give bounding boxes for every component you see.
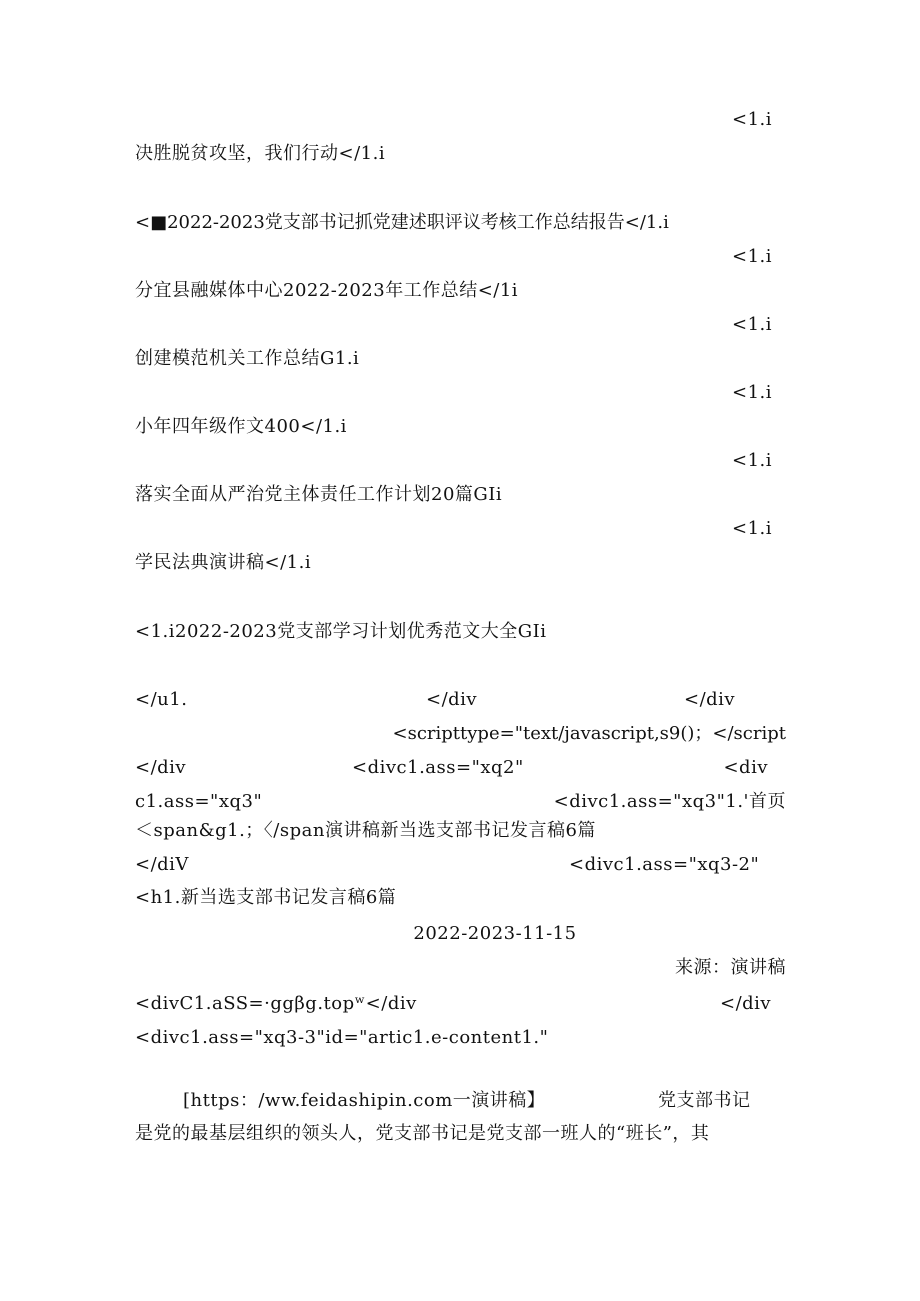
code-fragment: </div — [684, 689, 736, 710]
article-text: 党支部书记 — [658, 1090, 751, 1111]
code-fragment: </diV — [135, 854, 189, 875]
list-item: 决胜脱贫攻坚，我们行动</1.i — [135, 143, 386, 164]
code-fragment: c1.ass="xq3" — [135, 791, 263, 812]
list-item: 学民法典演讲稿</1.i — [135, 552, 312, 573]
code-fragment: <1.i — [731, 450, 772, 471]
article-date: 2022-2023-11-15 — [413, 923, 577, 944]
list-item: 小年四年级作文400</1.i — [135, 416, 347, 437]
code-fragment: <divc1.ass="xq3-3"id="artic1.e-content1." — [135, 1027, 549, 1048]
list-item: <1.i2022-2023党支部学习计划优秀范文大全GIi — [135, 621, 547, 642]
code-fragment: </div — [135, 757, 187, 778]
code-fragment: <1.i — [731, 109, 772, 130]
article-source-link: [https：/ww.feidashipin.com一演讲稿】 — [183, 1090, 546, 1111]
code-fragment: </div — [720, 993, 772, 1014]
article-source: 来源：演讲稿 — [675, 957, 786, 978]
list-item: <■2022-2023党支部书记抓党建述职评议考核工作总结报告</1.i — [135, 212, 669, 233]
code-fragment: <1.i — [731, 246, 772, 267]
code-fragment: <scripttype="text/javascript,s9()；</script — [392, 723, 786, 744]
code-fragment: <divC1.aSS=·ggβg.topʷ</div — [135, 993, 417, 1014]
code-fragment: </div — [426, 689, 478, 710]
list-item: 落实全面从严治党主体责任工作计划20篇GIi — [135, 484, 503, 505]
code-fragment: <1.i — [731, 382, 772, 403]
code-fragment: <divc1.ass="xq2" — [352, 757, 524, 778]
list-item: 创建模范机关工作总结G1.i — [135, 348, 360, 369]
code-fragment: ＜span&g1.；〈/span演讲稿新当选支部书记发言稿6篇 — [135, 820, 596, 841]
code-fragment: <divc1.ass="xq3-2" — [569, 854, 760, 875]
article-text: 是党的最基层组织的领头人，党支部书记是党支部一班人的“班长”，其 — [135, 1123, 710, 1144]
code-fragment: <1.i — [731, 518, 772, 539]
list-item: 分宜县融媒体中心2022-2023年工作总结</1i — [135, 280, 519, 301]
code-fragment: </u1. — [135, 689, 188, 710]
code-fragment: <1.i — [731, 314, 772, 335]
code-fragment: <divc1.ass="xq3"1.'首页 — [553, 791, 786, 812]
article-heading: <h1.新当选支部书记发言稿6篇 — [135, 887, 397, 908]
code-fragment: <div — [723, 757, 768, 778]
